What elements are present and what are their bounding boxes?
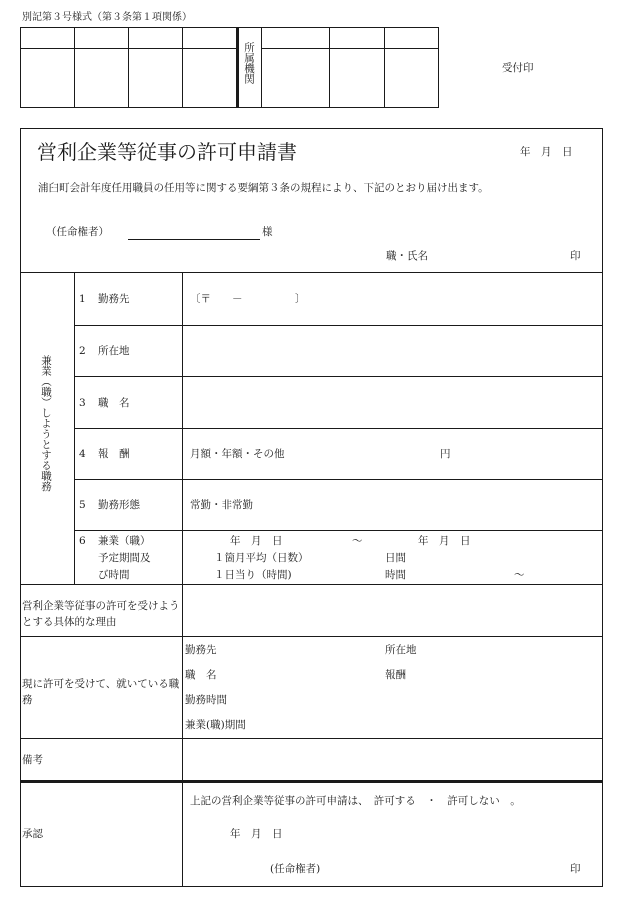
employment-type-field[interactable]: 常勤・非常勤 <box>190 499 253 511</box>
approval-seal: 印 <box>570 863 581 875</box>
hours-unit: 時間 <box>385 569 406 581</box>
period-tilde: ～ <box>352 535 363 547</box>
current-pay-label: 報酬 <box>385 669 406 681</box>
row-3-number: 3 <box>79 397 86 409</box>
approval-label: 承認 <box>22 828 43 840</box>
row-5-label: 勤務形態 <box>98 499 140 511</box>
days-unit: 日間 <box>385 552 406 564</box>
row-2-label: 所在地 <box>98 345 130 357</box>
row-1-number: 1 <box>79 293 86 305</box>
remarks-field[interactable] <box>183 739 602 780</box>
approval-appointer: (任命権者) <box>270 863 321 875</box>
sama-suffix: 様 <box>262 226 273 238</box>
current-position-label: 職 名 <box>185 669 217 681</box>
appointer-label: （任命権者） <box>46 226 109 238</box>
row-6-label-line1: 兼業（職） <box>98 535 151 547</box>
affiliation-grid <box>20 27 439 108</box>
row-3-label: 職 名 <box>98 397 130 409</box>
row-6-label-line3: び時間 <box>98 569 130 581</box>
row-6-number: 6 <box>79 535 86 547</box>
reason-label: 営利企業等従事の許可を受けようとする具体的な理由 <box>22 600 180 629</box>
approval-statement: 上記の営利企業等従事の許可申請は、 許可する ・ 許可しない 。 <box>190 795 521 807</box>
reason-field[interactable] <box>183 585 602 636</box>
affiliation-label: 所属機関 <box>243 42 256 84</box>
current-location-label: 所在地 <box>385 644 417 656</box>
form-date: 年 月 日 <box>520 146 573 158</box>
row-1-label: 勤務先 <box>98 293 130 305</box>
period-start-date[interactable]: 年 月 日 <box>230 535 283 547</box>
row-5-number: 5 <box>79 499 86 511</box>
hours-tilde: ～ <box>514 569 525 581</box>
job-title-field[interactable] <box>183 377 602 428</box>
current-period-label: 兼業(職)期間 <box>185 719 246 731</box>
current-workplace-label: 勤務先 <box>185 644 217 656</box>
daily-hours-label: １日当り（時間) <box>214 569 292 581</box>
form-title: 営利企業等従事の許可申請書 <box>37 140 297 164</box>
row-4-label: 報 酬 <box>98 448 130 460</box>
current-duty-label: 現に許可を受けて、就いている職務 <box>22 678 180 707</box>
location-field[interactable] <box>183 326 602 376</box>
row-6-label-line2: 予定期間及 <box>98 552 151 564</box>
workplace-postal-field[interactable]: 〔〒 － 〕 <box>190 293 306 305</box>
concurrent-duty-section-label: 兼業（職）しようとする職務 <box>40 355 53 492</box>
appointer-name-line <box>128 239 260 240</box>
row-4-number: 4 <box>79 448 86 460</box>
monthly-average-label: １箇月平均（日数） <box>214 552 309 564</box>
period-end-date[interactable]: 年 月 日 <box>418 535 471 547</box>
pay-type-field[interactable]: 月額・年額・その他 <box>190 448 285 460</box>
form-intro: 浦臼町会計年度任用職員の任用等に関する要綱第３条の規程により、下記のとおり届け出ます。 <box>38 182 489 194</box>
applicant-seal: 印 <box>570 250 581 262</box>
current-hours-label: 勤務時間 <box>185 694 227 706</box>
row-2-number: 2 <box>79 345 86 357</box>
receipt-stamp-label: 受付印 <box>502 62 534 74</box>
pay-unit: 円 <box>440 448 451 460</box>
remarks-label: 備考 <box>22 754 43 766</box>
form-reference: 別記第３号様式（第３条第１項関係） <box>22 12 192 23</box>
approval-date: 年 月 日 <box>230 828 283 840</box>
position-name-label: 職・氏名 <box>386 250 428 262</box>
